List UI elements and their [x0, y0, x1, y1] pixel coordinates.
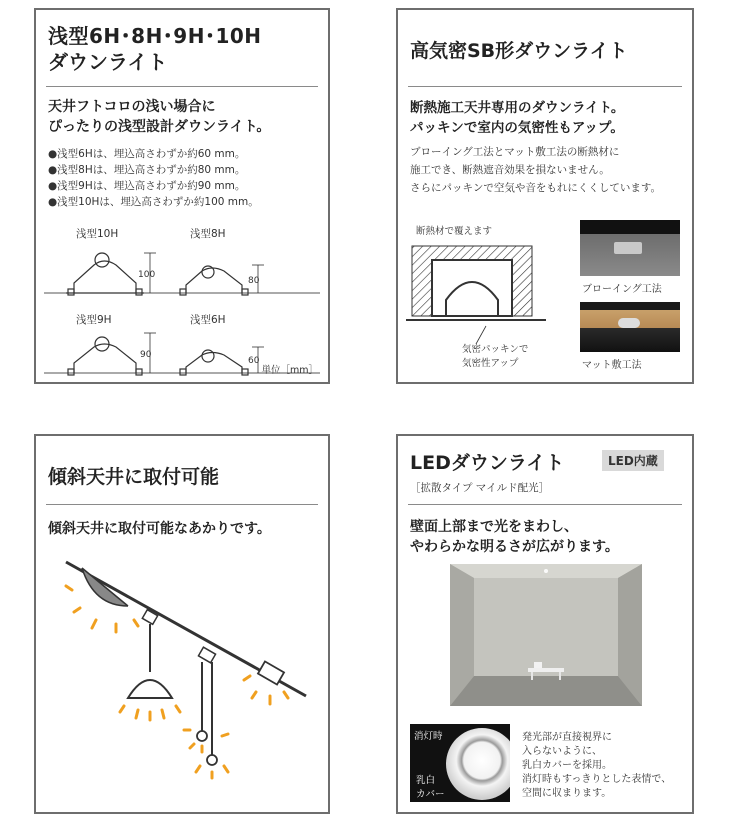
photo-mat-method: [580, 302, 680, 352]
led-desc-line4: 消灯時もすっきりとした表情で、: [522, 774, 672, 785]
airtight-divider: [408, 86, 682, 87]
inset-off-photo: [410, 724, 510, 802]
airtight-diagram-label-bottom2: 気密性アップ: [462, 358, 519, 369]
led-desc-line2: 入らないように、: [522, 746, 602, 757]
photo-mat-caption: マット敷工法: [582, 360, 642, 371]
photo-blowing-caption: ブローイング工法: [582, 284, 662, 295]
diagram-9h-dim: 90: [140, 350, 152, 360]
led-lead-line2: やわらかな明るさが広がります。: [410, 539, 619, 555]
slope-lead: 傾斜天井に取付可能なあかりです。: [48, 521, 271, 537]
shallow-unit-label: 単位［mm］: [261, 365, 318, 376]
airtight-title: 高気密SB形ダウンライト: [410, 40, 628, 62]
airtight-body-line2: 施工でき、断熱遮音効果を損ないません。: [410, 164, 610, 176]
shallow-lead-line1: 天井フトコロの浅い場合に: [48, 99, 216, 115]
airtight-lead-line2: パッキンで室内の気密性もアップ。: [410, 120, 624, 136]
shallow-bullet-8h: ●浅型8Hは、埋込高さわずか約80 mm。: [48, 164, 246, 176]
airtight-body-line1: ブローイング工法とマット敷工法の断熱材に: [410, 146, 620, 158]
led-desc-line5: 空間に収まります。: [522, 788, 612, 799]
slope-divider: [46, 504, 318, 505]
led-divider: [408, 504, 682, 505]
shallow-bullet-9h: ●浅型9Hは、埋込高さわずか約90 mm。: [48, 180, 246, 192]
diagram-8h-dim: 80: [248, 276, 260, 286]
led-badge: LED内蔵: [602, 450, 664, 471]
diagram-10h-dim: 100: [138, 270, 156, 280]
sloped-ceiling-illustration: [36, 546, 328, 812]
airtight-diagram-label-bottom1: 気密パッキンで: [462, 344, 529, 355]
diagram-10h-label: 浅型10H: [76, 228, 119, 240]
shallow-bullet-6h: ●浅型6Hは、埋込高さわずか約60 mm。: [48, 148, 246, 160]
shallow-lead-line2: ぴったりの浅型設計ダウンライト。: [48, 119, 271, 135]
led-title: LEDダウンライト: [410, 452, 565, 474]
shallow-title-line1: 浅型6H･8H･9H･10H: [48, 24, 262, 48]
airtight-lead-line1: 断熱施工天井専用のダウンライト。: [410, 100, 625, 116]
led-lead-line1: 壁面上部まで光をまわし、: [410, 519, 578, 535]
room-photo: [450, 564, 642, 706]
shallow-title-line2: ダウンライト: [48, 50, 168, 74]
inset-cover-label1: 乳白: [416, 775, 436, 786]
airtight-body-line3: さらにパッキンで空気や音をもれにくくしています。: [410, 182, 662, 194]
diagram-6h-label: 浅型6H: [190, 314, 226, 326]
card-airtight-downlight: [396, 8, 694, 384]
card-led-downlight: [396, 434, 694, 814]
led-desc-line3: 乳白カバーを採用。: [522, 760, 612, 771]
diagram-9h-label: 浅型9H: [76, 314, 112, 326]
shallow-bullet-10h: ●浅型10Hは、埋込高さわずか約100 mm。: [48, 196, 259, 208]
shallow-dimension-diagrams: [36, 215, 328, 380]
photo-blowing-method: [580, 220, 680, 276]
led-desc-line1: 発光部が直接視界に: [522, 732, 612, 743]
diagram-8h-label: 浅型8H: [190, 228, 226, 240]
card-shallow-downlight: [34, 8, 330, 384]
card-sloped-ceiling: [34, 434, 330, 814]
shallow-divider: [46, 86, 318, 87]
diagram-6h-dim: 60: [248, 356, 260, 366]
slope-title: 傾斜天井に取付可能: [48, 466, 220, 488]
inset-off-label: 消灯時: [414, 731, 443, 742]
inset-cover-label2: カバー: [416, 789, 445, 800]
airtight-section-diagram: [406, 220, 554, 370]
led-subtitle: ［拡散タイプ マイルド配光］: [410, 482, 550, 494]
airtight-diagram-label-top: 断熱材で覆えます: [416, 226, 493, 237]
